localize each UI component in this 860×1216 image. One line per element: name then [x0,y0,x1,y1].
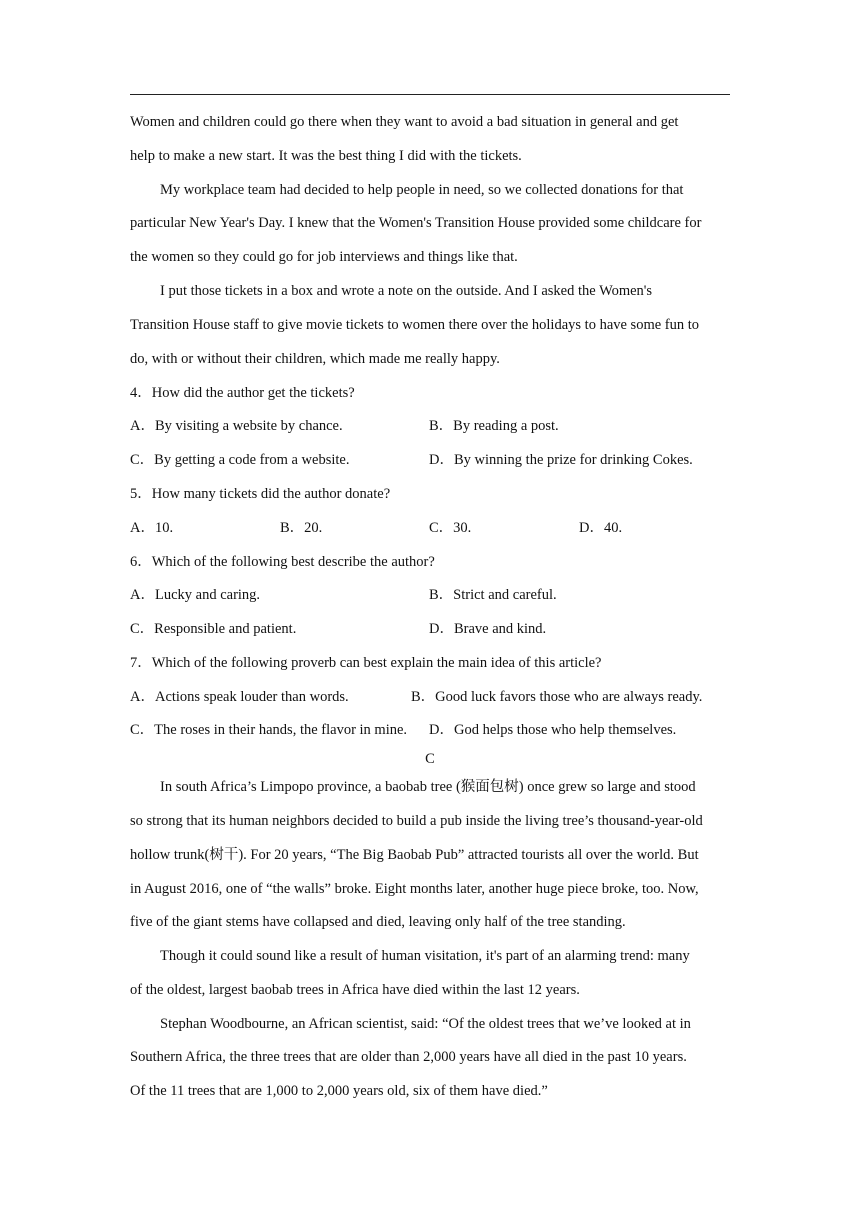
q5-option-b: B．20. [280,520,323,536]
question-6: 6．Which of the following best describe the author? [130,554,435,570]
q7-option-c: C．The roses in their hands, the flavor in mine. [130,722,408,738]
q4-option-c: C．By getting a code from a website. [130,452,350,468]
question-4: 4．How did the author get the tickets? [130,385,355,401]
q7-option-b: B．Good luck favors those who are always ready. [411,689,703,705]
q4-option-a: A．By visiting a website by chance. [130,418,343,434]
q6-option-b: B．Strict and careful. [429,587,557,603]
paragraph-line: help to make a new start. It was the best thing I did with the tickets. [130,148,522,164]
paragraph-line: Though it could sound like a result of human visitation, it's part of an alarming trend: many [160,948,690,964]
paragraph-line: particular New Year's Day. I knew that the Women's Transition House provided some childcare for [130,215,702,231]
paragraph-line: Stephan Woodbourne, an African scientist, said: “Of the oldest trees that we’ve looked at in [160,1016,691,1032]
q6-option-d: D．Brave and kind. [429,621,547,637]
paragraph-line: Transition House staff to give movie tickets to women there over the holidays to have some fun to [130,317,700,333]
paragraph-line: Of the 11 trees that are 1,000 to 2,000 years old, six of them have died.” [130,1083,548,1099]
paragraph-line: do, with or without their children, which made me really happy. [130,351,500,367]
paragraph-line: of the oldest, largest baobab trees in Africa have died within the last 12 years. [130,982,580,998]
paragraph-line: My workplace team had decided to help people in need, so we collected donations for that [160,182,684,198]
paragraph-line: In south Africa’s Limpopo province, a baobab tree (猴面包树) once grew so large and stood [160,779,696,795]
q4-option-b: B．By reading a post. [429,418,559,434]
paragraph-line: so strong that its human neighbors decided to build a pub inside the living tree’s thousand-year-old [130,813,703,829]
q5-option-c: C．30. [429,520,472,536]
paragraph-line: Southern Africa, the three trees that are older than 2,000 years have all died in the past 10 years. [130,1049,687,1065]
paragraph-line: in August 2016, one of “the walls” broke. Eight months later, another huge piece broke, too. Now, [130,881,699,897]
q4-option-d: D．By winning the prize for drinking Cokes. [429,452,693,468]
paragraph-line: five of the giant stems have collapsed and died, leaving only half of the tree standing. [130,914,626,930]
section-label: C [425,751,435,767]
paragraph-line: I put those tickets in a box and wrote a note on the outside. And I asked the Women's [160,283,653,299]
paragraph-line: Women and children could go there when they want to avoid a bad situation in general and get [130,114,679,130]
paragraph-line: the women so they could go for job interviews and things like that. [130,249,518,265]
question-5: 5．How many tickets did the author donate? [130,486,391,502]
paragraph-line: hollow trunk(树干). For 20 years, “The Big Baobab Pub” attracted tourists all over the world. But [130,847,699,863]
header-rule [130,94,730,95]
q5-option-d: D．40. [579,520,623,536]
q6-option-c: C．Responsible and patient. [130,621,297,637]
q7-option-a: A．Actions speak louder than words. [130,689,349,705]
q6-option-a: A．Lucky and caring. [130,587,261,603]
question-7: 7．Which of the following proverb can best explain the main idea of this article? [130,655,602,671]
q5-option-a: A．10. [130,520,174,536]
q7-option-d: D．God helps those who help themselves. [429,722,677,738]
